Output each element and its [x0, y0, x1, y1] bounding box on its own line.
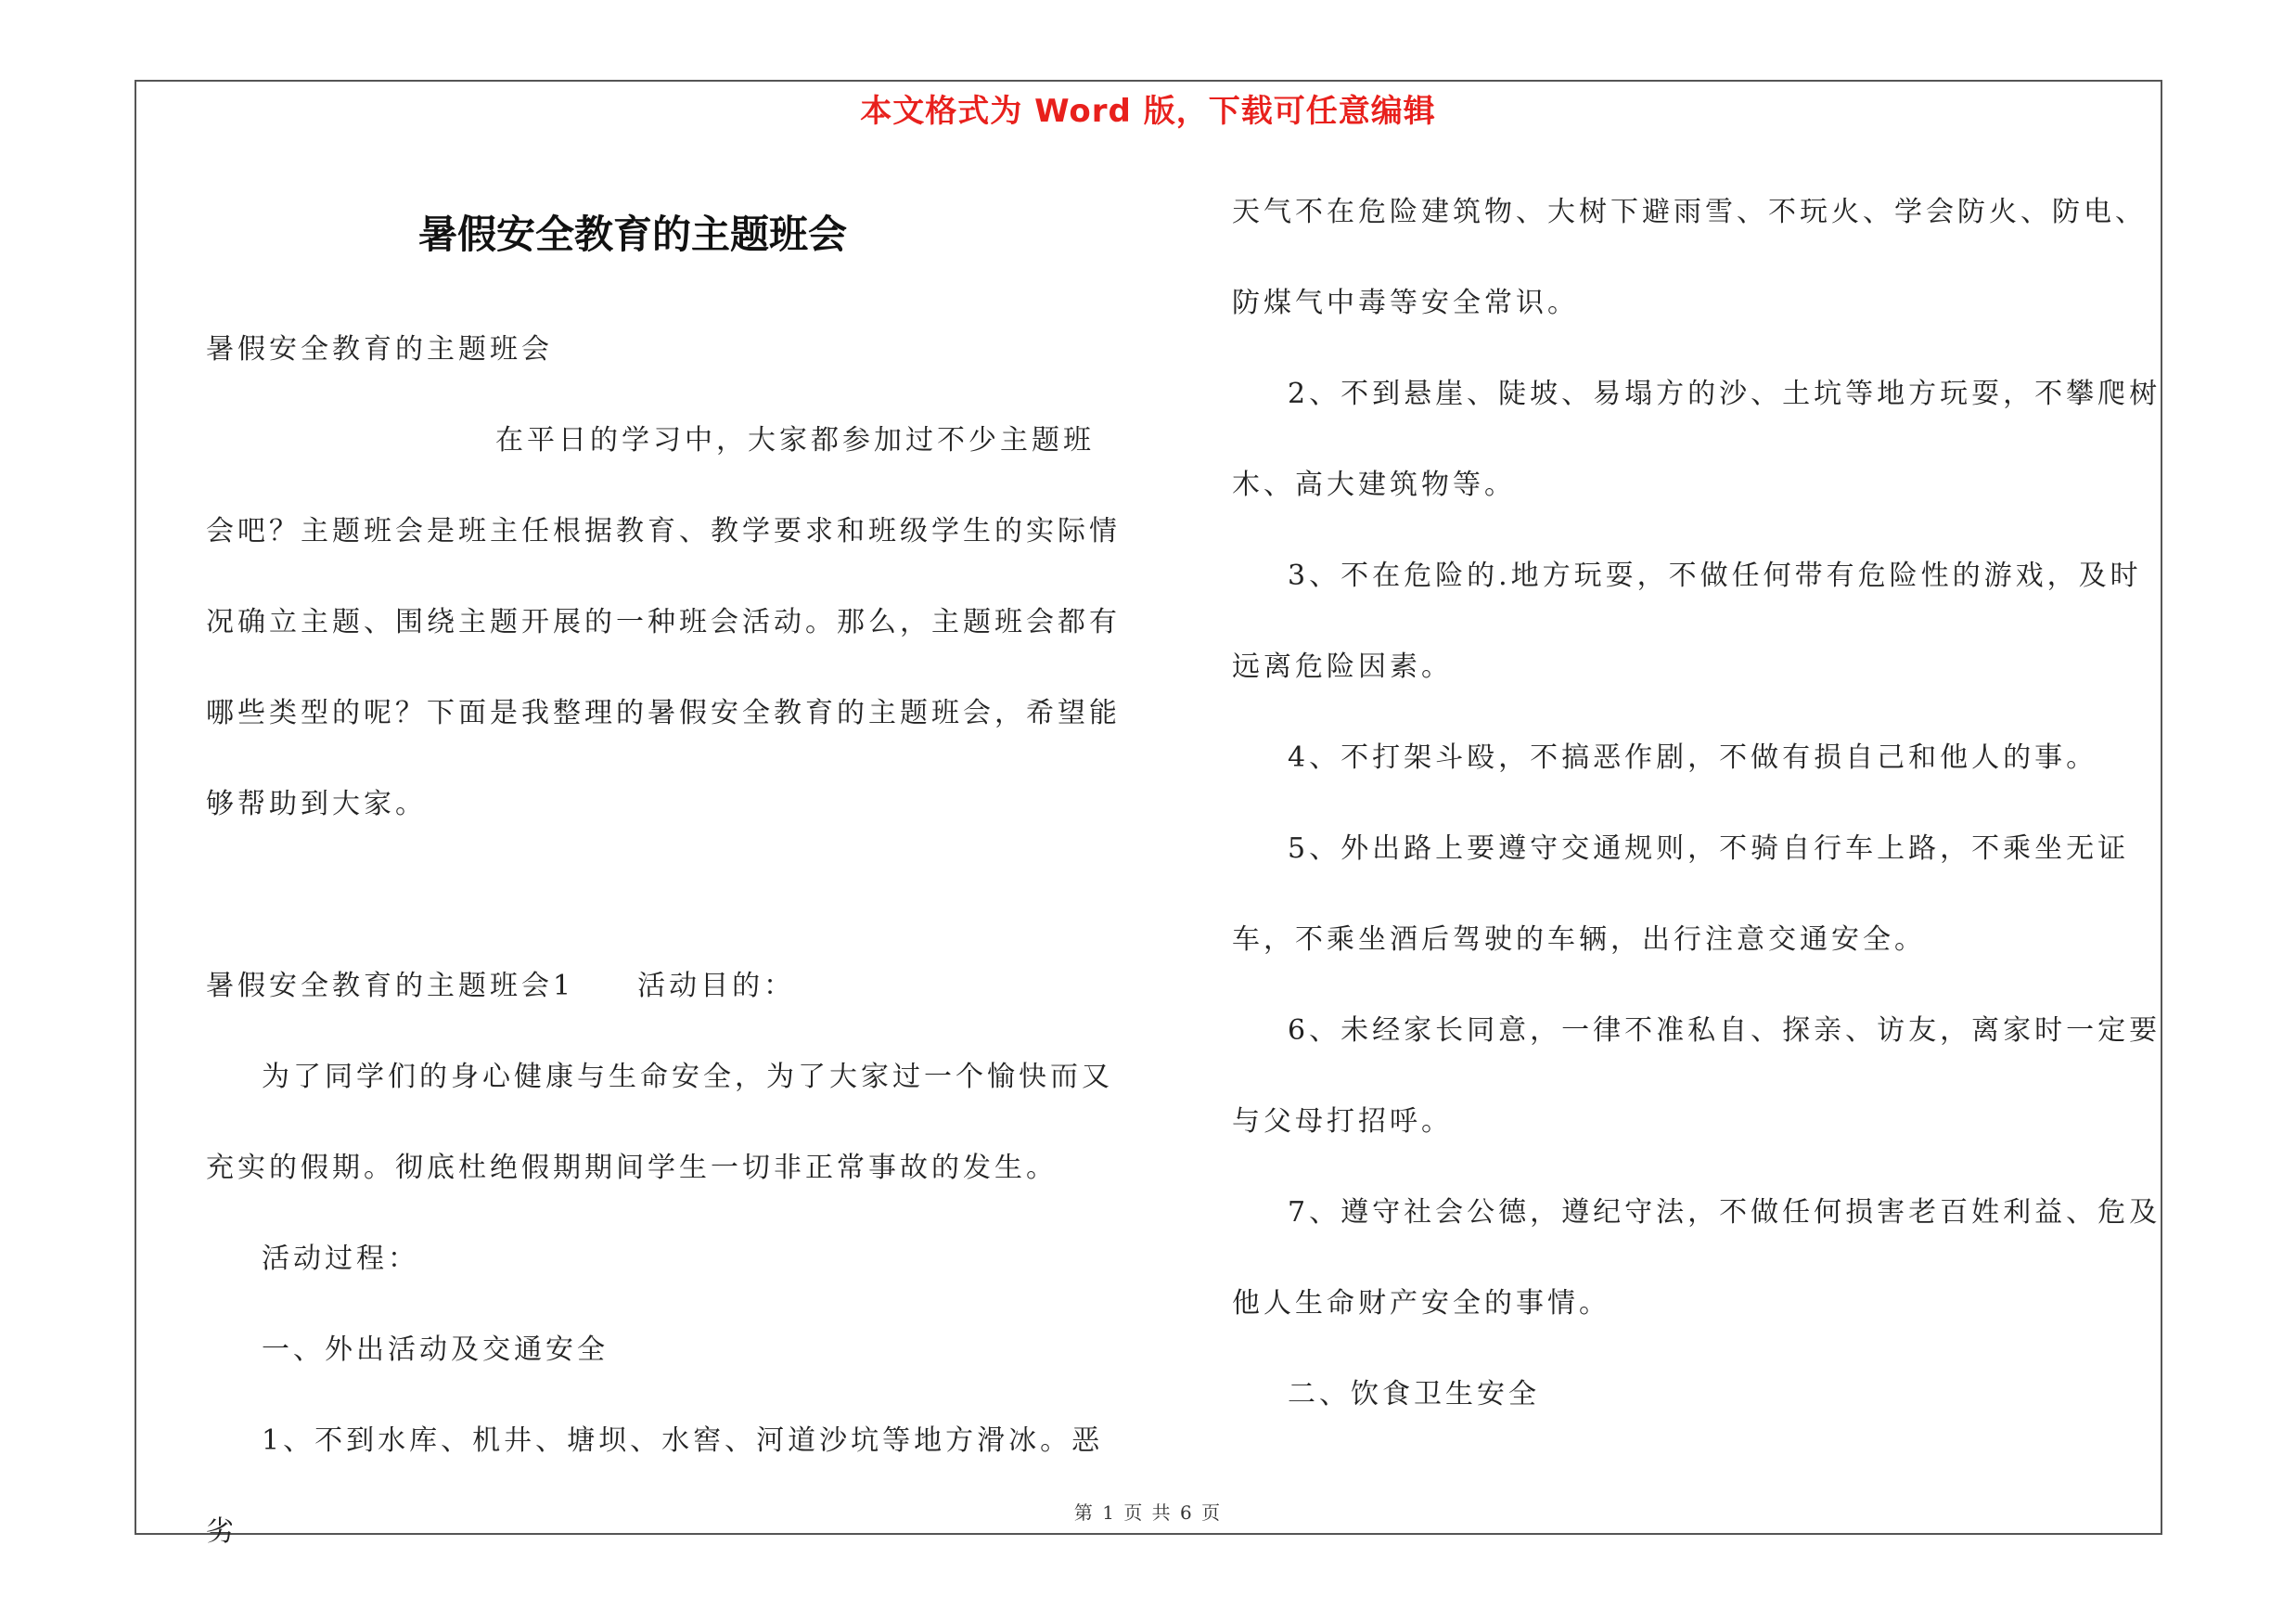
paragraph-item-3: 3、不在危险的.地方玩耍，不做任何带有危险性的游戏，及时远离危险因素。	[1232, 560, 2142, 683]
paragraph-item-1-cont: 天气不在危险建筑物、大树下避雨雪、不玩火、学会防火、防电、防煤气中毒等安全常识。	[1232, 196, 2147, 319]
paragraph-purpose: 为了同学们的身心健康与生命安全，为了大家过一个愉快而又充实的假期。彻底杜绝假期期间学生一切非正常事故的发生。	[206, 1061, 1113, 1184]
paragraph-item-2: 2、不到悬崖、陡坡、易塌方的沙、土坑等地方玩耍，不攀爬树木、高大建筑物等。	[1232, 378, 2161, 501]
paragraph-item-5: 5、外出路上要遵守交通规则，不骑自行车上路，不乘坐无证车，不乘坐酒后驾驶的车辆，出行注意交通安全。	[1232, 832, 2130, 956]
paragraph-item-4: 4、不打架斗殴，不搞恶作剧，不做有损自己和他人的事。	[1288, 741, 2098, 774]
paragraph-item-6: 6、未经家长同意，一律不准私自、探亲、访友，离家时一定要与父母打招呼。	[1232, 1014, 2161, 1138]
word-format-banner: 本文格式为 Word 版，下载可任意编辑	[860, 93, 1436, 130]
paragraph-section-heading: 暑假安全教育的主题班会1 活动目的：	[206, 970, 796, 1002]
paragraph-subtitle: 暑假安全教育的主题班会	[206, 333, 553, 366]
paragraph-item-1: 1、不到水库、机井、塘坝、水窖、河道沙坑等地方滑冰。恶劣	[206, 1424, 1104, 1548]
left-column	[206, 304, 1124, 1578]
paragraph-subheading-travel: 一、外出活动及交通安全	[262, 1333, 609, 1366]
document-title: 暑假安全教育的主题班会	[417, 212, 847, 257]
paragraph-intro: 在平日的学习中，大家都参加过不少主题班会吧？主题班会是班主任根据教育、教学要求和班级学生的实际情况确立主题、围绕主题开展的一种班会活动。那么，主题班会都有哪些类型的呢？下面是我整理的暑假安全教育的主题班会，希望能够帮助到大家。	[206, 424, 1121, 820]
right-column	[1232, 167, 2164, 1440]
paragraph-subheading-food: 二、饮食卫生安全	[1288, 1378, 1540, 1410]
paragraph-process-heading: 活动过程：	[262, 1243, 419, 1275]
page-number-footer: 第 1 页 共 6 页	[1073, 1501, 1223, 1524]
paragraph-item-7: 7、遵守社会公德，遵纪守法，不做任何损害老百姓利益、危及他人生命财产安全的事情。	[1232, 1196, 2161, 1320]
blank-line	[206, 850, 1124, 941]
